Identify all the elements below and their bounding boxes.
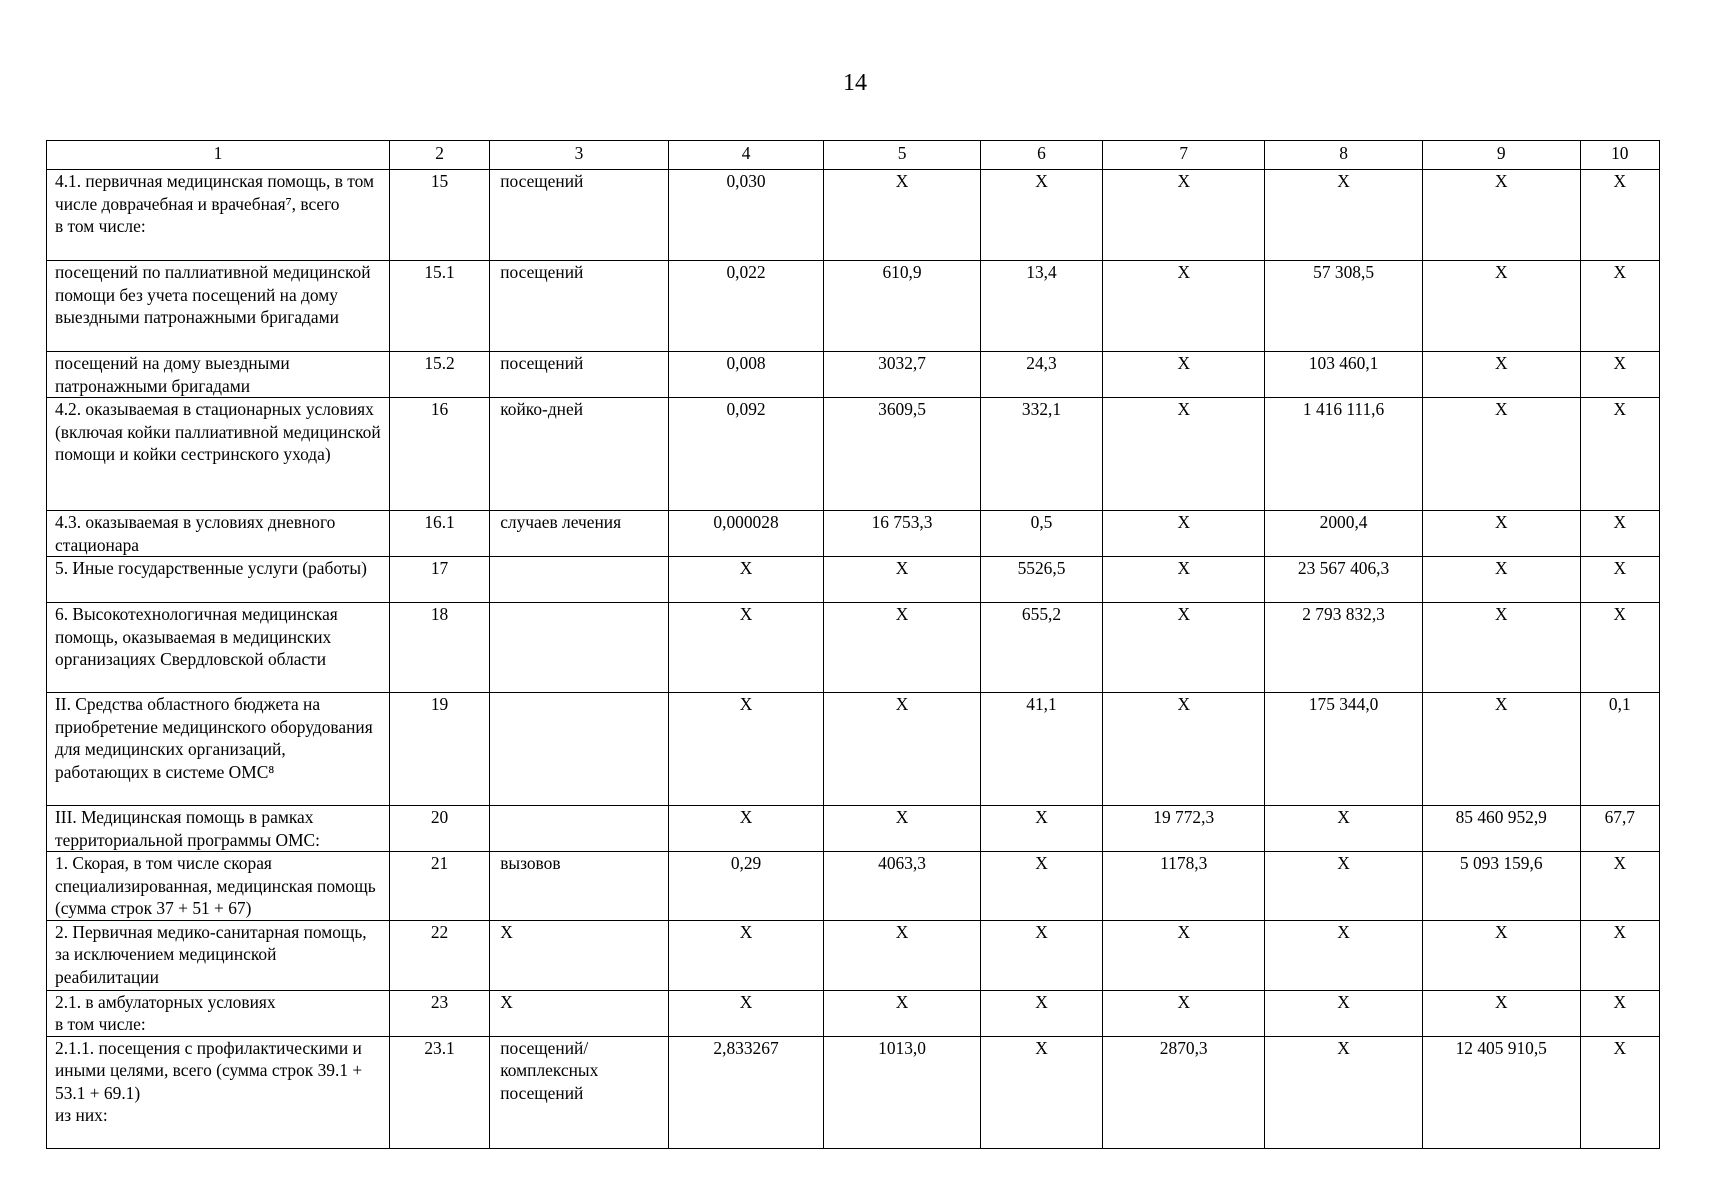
column-header: 10 [1580,141,1659,170]
row-number: 23.1 [389,1036,489,1148]
cell-value: X [1580,990,1659,1036]
cell-value: 24,3 [980,352,1102,398]
cell-value: X [668,806,823,852]
cell-value: 41,1 [980,693,1102,806]
row-label: 4.2. оказываемая в стационарных условиях (включая койки паллиативной медицинской помощи и койки сестринского ухода) [47,398,390,511]
cell-value: X [1580,261,1659,352]
cell-value: X [980,170,1102,261]
cell-value: X [1422,511,1580,557]
table-row [47,603,1660,693]
cell-value: 0,1 [1580,693,1659,806]
row-number: 23 [389,990,489,1036]
cell-value: X [1422,990,1580,1036]
cell-value: 610,9 [824,261,981,352]
row-label: посещений на дому выездными патронажными бригадами [47,352,390,398]
table-row [47,557,1660,603]
unit: посещений [490,170,669,261]
row-label: 6. Высокотехнологичная медицинская помощь, оказываемая в медицинских организациях Свердловской области [47,603,390,693]
table-row [47,511,1660,557]
cell-value: X [980,1036,1102,1148]
cell-value: X [1265,990,1423,1036]
row-number: 20 [389,806,489,852]
cell-value: 85 460 952,9 [1422,806,1580,852]
cell-value: X [1265,1036,1423,1148]
cell-value: X [668,557,823,603]
cell-value: X [1580,852,1659,921]
row-number: 15.2 [389,352,489,398]
cell-value: 2000,4 [1265,511,1423,557]
cell-value: X [824,170,981,261]
row-number: 21 [389,852,489,921]
cell-value: 0,008 [668,352,823,398]
cell-value: X [1580,603,1659,693]
row-label: II. Средства областного бюджета на приобретение медицинского оборудования для медицинских организаций, работающих в системе ОМС⁸ [47,693,390,806]
cell-value: X [1103,511,1265,557]
cell-value: 5 093 159,6 [1422,852,1580,921]
cell-value: X [824,990,981,1036]
column-header: 6 [980,141,1102,170]
cell-value: 0,030 [668,170,823,261]
cell-value: 1013,0 [824,1036,981,1148]
cell-value: 13,4 [980,261,1102,352]
row-label: 5. Иные государственные услуги (работы) [47,557,390,603]
cell-value: X [1580,1036,1659,1148]
row-number: 15 [389,170,489,261]
cell-value: 1 416 111,6 [1265,398,1423,511]
cell-value: X [1422,557,1580,603]
cell-value: 1178,3 [1103,852,1265,921]
cell-value: X [1580,352,1659,398]
cell-value: X [1265,170,1423,261]
column-header: 7 [1103,141,1265,170]
row-number: 15.1 [389,261,489,352]
table-row [47,170,1660,261]
cell-value: X [668,990,823,1036]
cell-value: X [668,693,823,806]
page-number: 14 [843,70,867,96]
column-header: 3 [490,141,669,170]
cell-value: X [1422,352,1580,398]
cell-value: X [668,603,823,693]
unit [490,806,669,852]
cell-value: 0,29 [668,852,823,921]
cell-value: 2870,3 [1103,1036,1265,1148]
table-row [47,806,1660,852]
row-label: 1. Скорая, в том числе скорая специализированная, медицинская помощь (сумма строк 37 + 51 + 67) [47,852,390,921]
cell-value: 103 460,1 [1265,352,1423,398]
column-header: 5 [824,141,981,170]
cell-value: X [1580,557,1659,603]
unit: посещений/ комплексных посещений [490,1036,669,1148]
cell-value: X [1265,806,1423,852]
cell-value: 0,5 [980,511,1102,557]
cell-value: X [1422,603,1580,693]
cell-value: 2,833267 [668,1036,823,1148]
cell-value: X [1103,920,1265,990]
table-row [47,920,1660,990]
unit: случаев лечения [490,511,669,557]
cell-value: X [1103,261,1265,352]
cell-value: X [1580,170,1659,261]
row-label: посещений по паллиативной медицинской помощи без учета посещений на дому выездными патронажными бригадами [47,261,390,352]
row-number: 18 [389,603,489,693]
cell-value: X [824,693,981,806]
cell-value: X [1103,693,1265,806]
row-label: 4.1. первичная медицинская помощь, в том числе доврачебная и врачебная⁷, всего в том числе: [47,170,390,261]
cell-value: X [1422,693,1580,806]
cell-value: X [824,603,981,693]
cell-value: X [1265,852,1423,921]
cell-value: X [1580,920,1659,990]
cell-value: X [824,920,981,990]
unit [490,693,669,806]
cell-value: 175 344,0 [1265,693,1423,806]
row-label: III. Медицинская помощь в рамках территориальной программы ОМС: [47,806,390,852]
row-label: 4.3. оказываемая в условиях дневного стационара [47,511,390,557]
unit: X [490,920,669,990]
cell-value: 0,000028 [668,511,823,557]
row-label: 2.1.1. посещения с профилактическими и иными целями, всего (сумма строк 39.1 + 53.1 + 69.1) из них: [47,1036,390,1148]
row-number: 17 [389,557,489,603]
cell-value: 3032,7 [824,352,981,398]
table-row [47,261,1660,352]
cell-value: X [824,806,981,852]
table-body [47,141,1660,1149]
cell-value: X [980,806,1102,852]
cell-value: X [980,990,1102,1036]
cell-value: X [1265,920,1423,990]
cell-value: 16 753,3 [824,511,981,557]
row-label: 2. Первичная медико-санитарная помощь, за исключением медицинской реабилитации [47,920,390,990]
unit: койко-дней [490,398,669,511]
cell-value: 332,1 [980,398,1102,511]
cell-value: X [1580,511,1659,557]
unit [490,557,669,603]
cell-value: X [1422,261,1580,352]
cell-value: X [1422,170,1580,261]
cell-value: 3609,5 [824,398,981,511]
table-row [47,990,1660,1036]
cell-value: 4063,3 [824,852,981,921]
cell-value: 12 405 910,5 [1422,1036,1580,1148]
cell-value: X [1422,398,1580,511]
cell-value: 0,092 [668,398,823,511]
column-header: 9 [1422,141,1580,170]
cell-value: X [1103,352,1265,398]
cell-value: X [1103,170,1265,261]
cell-value: 23 567 406,3 [1265,557,1423,603]
cell-value: 57 308,5 [1265,261,1423,352]
row-label: 2.1. в амбулаторных условиях в том числе: [47,990,390,1036]
column-header: 1 [47,141,390,170]
data-table [46,140,1660,1149]
column-header: 2 [389,141,489,170]
cell-value: X [980,852,1102,921]
row-number: 19 [389,693,489,806]
table-row [47,352,1660,398]
table-header-row [47,141,1660,170]
unit [490,603,669,693]
cell-value: 2 793 832,3 [1265,603,1423,693]
cell-value: X [824,557,981,603]
cell-value: X [1422,920,1580,990]
cell-value: X [1103,557,1265,603]
unit: вызовов [490,852,669,921]
column-header: 8 [1265,141,1423,170]
cell-value: X [1580,398,1659,511]
table-row [47,398,1660,511]
cell-value: 0,022 [668,261,823,352]
table-row [47,852,1660,921]
cell-value: X [1103,398,1265,511]
cell-value: 5526,5 [980,557,1102,603]
row-number: 16 [389,398,489,511]
row-number: 22 [389,920,489,990]
row-number: 16.1 [389,511,489,557]
cell-value: X [668,920,823,990]
cell-value: 19 772,3 [1103,806,1265,852]
cell-value: 67,7 [1580,806,1659,852]
unit: посещений [490,352,669,398]
unit: посещений [490,261,669,352]
table-row [47,693,1660,806]
cell-value: X [980,920,1102,990]
cell-value: X [1103,603,1265,693]
column-header: 4 [668,141,823,170]
table-row [47,1036,1660,1148]
cell-value: X [1103,990,1265,1036]
cell-value: 655,2 [980,603,1102,693]
unit: X [490,990,669,1036]
